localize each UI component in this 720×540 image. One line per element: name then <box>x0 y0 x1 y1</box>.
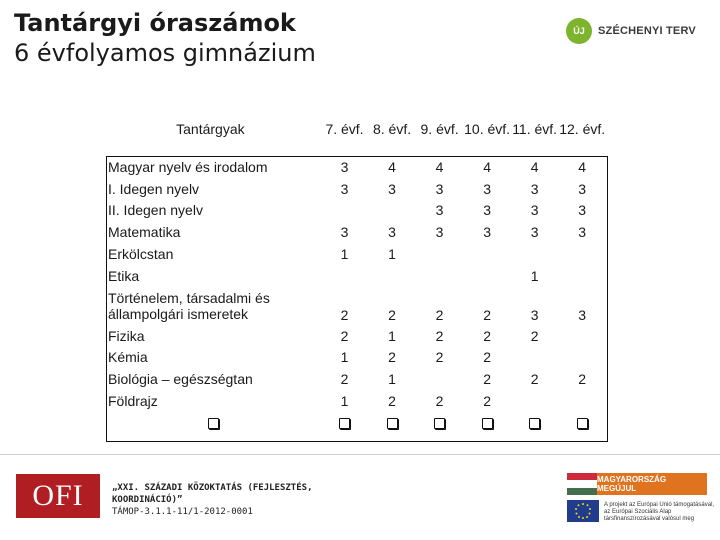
table-row <box>106 156 606 178</box>
hours-cell <box>416 243 464 265</box>
hours-cell: 4 <box>435 158 444 175</box>
hours-cell: 1 <box>388 246 396 263</box>
table-header-row <box>106 102 606 156</box>
subject-name: Történelem, társadalmi és állampolgári ismeretek <box>108 289 270 322</box>
hours-cell: 2 <box>435 393 444 410</box>
subject-name: Magyar nyelv és irodalom <box>108 158 268 175</box>
footer-divider <box>0 454 720 455</box>
subject-name: I. Idegen nyelv <box>108 180 200 197</box>
hours-cell <box>321 265 369 287</box>
hours-cell: 1 <box>340 349 349 366</box>
checkbox-icon <box>529 418 540 429</box>
hours-cell: 2 <box>483 306 491 323</box>
hours-cell: 4 <box>388 158 396 175</box>
eu-support-text: A projekt az Európai Unió támogatásával, az Európai Szociális Alap társfinanszírozásával valósul meg <box>604 502 715 522</box>
column-header: 10. évf. <box>464 121 511 137</box>
project-code: TÁMOP-3.1.1-11/1-2012-0001 <box>112 507 253 517</box>
hours-cell: 3 <box>435 202 444 219</box>
hours-cell: 3 <box>340 224 349 241</box>
hours-cell: 2 <box>530 371 539 388</box>
subject-name: Fizika <box>108 327 145 344</box>
hours-cell: 1 <box>388 371 396 388</box>
table-row <box>106 325 606 347</box>
szechenyi-terv-text: SZÉCHENYI TERV <box>598 25 696 37</box>
hours-cell: 2 <box>340 371 349 388</box>
hours-cell: 2 <box>388 393 396 410</box>
column-header: 12. évf. <box>559 121 606 137</box>
hours-cell: 2 <box>435 327 444 344</box>
hours-cell: 4 <box>483 158 491 175</box>
hours-cell <box>558 347 606 369</box>
project-line-1: „XXI. SZÁZADI KÖZOKTATÁS (FEJLESZTÉS, <box>112 483 313 493</box>
hours-cell: 3 <box>435 224 444 241</box>
hours-cell: 3 <box>530 180 539 197</box>
hours-cell: 3 <box>578 224 587 241</box>
hours-cell: 3 <box>483 180 491 197</box>
table-row <box>106 390 606 412</box>
hours-cell: 1 <box>530 267 539 284</box>
page-subtitle: 6 évfolyamos gimnázium <box>14 39 316 67</box>
hours-cell: 3 <box>483 224 491 241</box>
checkbox-icon <box>339 418 350 429</box>
subject-name: Biológia – egészségtan <box>108 371 253 388</box>
table-row <box>106 368 606 390</box>
subject-name: Matematika <box>108 224 181 241</box>
table-row <box>106 265 606 287</box>
hours-cell: 3 <box>578 202 587 219</box>
hours-cell <box>511 243 559 265</box>
hours-cell: 3 <box>578 180 587 197</box>
table-row <box>106 178 606 200</box>
hours-cell: 1 <box>388 327 396 344</box>
hours-cell <box>558 390 606 412</box>
hours-cell: 2 <box>340 327 349 344</box>
magyarorszag-megujul-logo <box>567 472 707 496</box>
project-text <box>112 482 312 518</box>
hours-cell: 1 <box>340 393 349 410</box>
hours-cell: 3 <box>483 202 491 219</box>
hours-cell: 2 <box>483 327 491 344</box>
hours-cell: 2 <box>483 393 491 410</box>
table-row <box>106 221 606 243</box>
column-header: 8. évf. <box>372 121 412 137</box>
checkbox-icon <box>434 418 445 429</box>
hours-cell: 3 <box>530 306 539 323</box>
hours-cell <box>416 368 464 390</box>
hours-cell: 3 <box>578 306 587 323</box>
hours-cell <box>558 265 606 287</box>
hours-cell: 2 <box>483 371 491 388</box>
hours-cell <box>368 200 416 222</box>
hours-cell: 4 <box>530 158 539 175</box>
hours-cell: 3 <box>530 224 539 241</box>
column-header: 9. évf. <box>420 121 459 137</box>
hours-cell <box>463 243 511 265</box>
uj-badge-icon: ÚJ <box>566 18 592 44</box>
checkbox-row <box>106 412 606 436</box>
hours-cell: 2 <box>435 306 444 323</box>
hungarian-flag-icon <box>567 473 597 495</box>
hours-cell: 1 <box>340 246 349 263</box>
subject-column-header: Tantárgyak <box>176 121 245 137</box>
checkbox-icon <box>387 418 398 429</box>
checkbox-icon <box>577 418 588 429</box>
table-row <box>106 287 606 325</box>
subject-name: II. Idegen nyelv <box>108 202 203 219</box>
hours-cell: 3 <box>435 180 444 197</box>
hours-cell: 4 <box>578 158 587 175</box>
table-row <box>106 200 606 222</box>
title-block <box>14 8 316 68</box>
subject-name: Kémia <box>108 349 148 366</box>
checkbox-icon <box>208 418 219 429</box>
column-header: 7. évf. <box>325 121 364 137</box>
hours-cell <box>558 325 606 347</box>
hours-cell <box>416 265 464 287</box>
mm-label: MAGYARORSZÁG MEGÚJUL <box>597 473 707 495</box>
subject-hours-table <box>106 102 606 436</box>
hours-cell <box>321 200 369 222</box>
hours-cell: 2 <box>483 349 491 366</box>
eu-flag-icon <box>567 500 599 522</box>
hours-cell: 2 <box>388 349 396 366</box>
hours-cell: 2 <box>388 306 396 323</box>
hours-cell: 3 <box>340 158 349 175</box>
hours-cell: 3 <box>388 180 396 197</box>
hours-cell <box>558 243 606 265</box>
project-line-2: KOORDINÁCIÓ)” <box>112 495 183 505</box>
hours-cell: 3 <box>340 180 349 197</box>
page-title: Tantárgyi óraszámok <box>14 9 296 37</box>
hours-cell: 2 <box>340 306 349 323</box>
hours-cell <box>368 265 416 287</box>
hours-cell: 3 <box>530 202 539 219</box>
hours-cell: 3 <box>388 224 396 241</box>
column-header: 11. évf. <box>512 121 558 137</box>
hours-cell <box>511 347 559 369</box>
hours-cell: 2 <box>435 349 444 366</box>
ofi-logo: OFI <box>16 474 100 518</box>
table-row <box>106 347 606 369</box>
table-row <box>106 243 606 265</box>
hours-cell <box>511 390 559 412</box>
subject-name: Erkölcstan <box>108 246 174 263</box>
subject-name: Etika <box>108 267 140 284</box>
szechenyi-terv-logo <box>566 18 696 44</box>
checkbox-icon <box>482 418 493 429</box>
hours-cell <box>463 265 511 287</box>
subject-name: Földrajz <box>108 393 158 410</box>
hours-cell: 2 <box>530 327 539 344</box>
hours-cell: 2 <box>578 371 587 388</box>
